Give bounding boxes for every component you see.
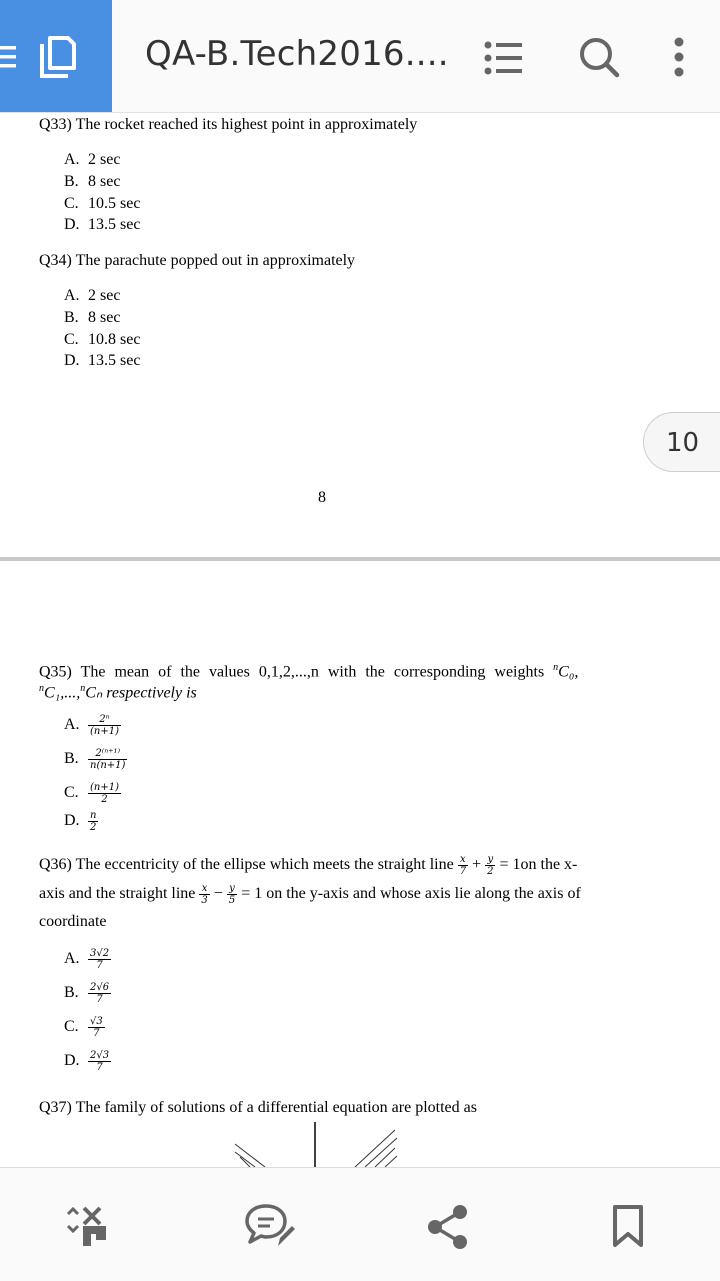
q34-option-d: D. 13.5 sec [64, 352, 141, 369]
toolbar-nav-area[interactable] [0, 0, 112, 112]
question-36-line-2: axis and the straight line $\frac{x}{3}$ − $\frac{y}{5}$ = 1 on the y-axis and whose axis lie along the axis of [39, 883, 581, 906]
q37-figure-partial [225, 1122, 415, 1167]
q36-option-c: C. $\frac{√3}{7}$ [64, 1016, 103, 1039]
page-separator [0, 557, 720, 561]
bottom-toolbar [0, 1167, 720, 1281]
q34-option-a: A. 2 sec [64, 287, 121, 304]
more-vert-icon[interactable] [672, 36, 686, 78]
question-35-line-1: Q35) The mean of the values 0,1,2,...,n with the corresponding weights $^n$C₀, [39, 662, 579, 681]
q34-option-b: B. 8 sec [64, 309, 121, 326]
q33-option-a: A. 2 sec [64, 151, 121, 168]
reflow-icon[interactable] [66, 1204, 114, 1248]
question-36-line-1: Q36) The eccentricity of the ellipse which meets the straight line $\frac{x}{7}$ + $\frac{y}{2}$ = 1on the x- [39, 854, 578, 877]
q33-option-b: B. 8 sec [64, 173, 121, 190]
search-icon[interactable] [578, 36, 620, 78]
q36-option-b: B. $\frac{2√6}{7}$ [64, 982, 110, 1005]
document-title: QA-B.Tech2016.... [145, 34, 449, 74]
question-35-line-2: $^n$C₁,...,$^n$Cₙ respectively is [39, 683, 197, 702]
bookmark-icon[interactable] [612, 1204, 644, 1248]
q35-option-a: A. $\frac{\text{2ⁿ}}{(n+1)}$ [64, 714, 119, 737]
question-34: Q34) The parachute popped out in approximately [39, 252, 356, 269]
share-icon[interactable] [426, 1204, 470, 1250]
q33-option-c: C. 10.5 sec [64, 195, 141, 212]
q33-option-d: D. 13.5 sec [64, 216, 141, 233]
question-33: Q33) The rocket reached its highest point in approximately [39, 116, 418, 133]
menu-icon[interactable] [0, 40, 20, 74]
q36-option-d: D. $\frac{2√3}{7}$ [64, 1050, 110, 1073]
document-icon[interactable] [36, 34, 78, 80]
q35-option-d: D. $\frac{n}{2}$ [64, 810, 97, 833]
page-number: 8 [318, 489, 326, 506]
document-view[interactable] [0, 112, 720, 1167]
q36-option-a: A. $\frac{3√2}{7}$ [64, 948, 110, 971]
q35-option-c: C. $\frac{(n+1)}{2}$ [64, 782, 119, 805]
q35-option-b: B. $\frac{\text{2⁽ⁿ⁺¹⁾}}{n(n+1)}$ [64, 748, 126, 771]
comment-icon[interactable] [244, 1202, 296, 1250]
list-icon[interactable] [484, 40, 524, 76]
question-37: Q37) The family of solutions of a differential equation are plotted as [39, 1099, 477, 1116]
q34-option-c: C. 10.8 sec [64, 331, 141, 348]
page-indicator-badge[interactable]: 10 [643, 412, 720, 472]
question-36-line-3: coordinate [39, 913, 107, 930]
app-toolbar [0, 0, 720, 113]
